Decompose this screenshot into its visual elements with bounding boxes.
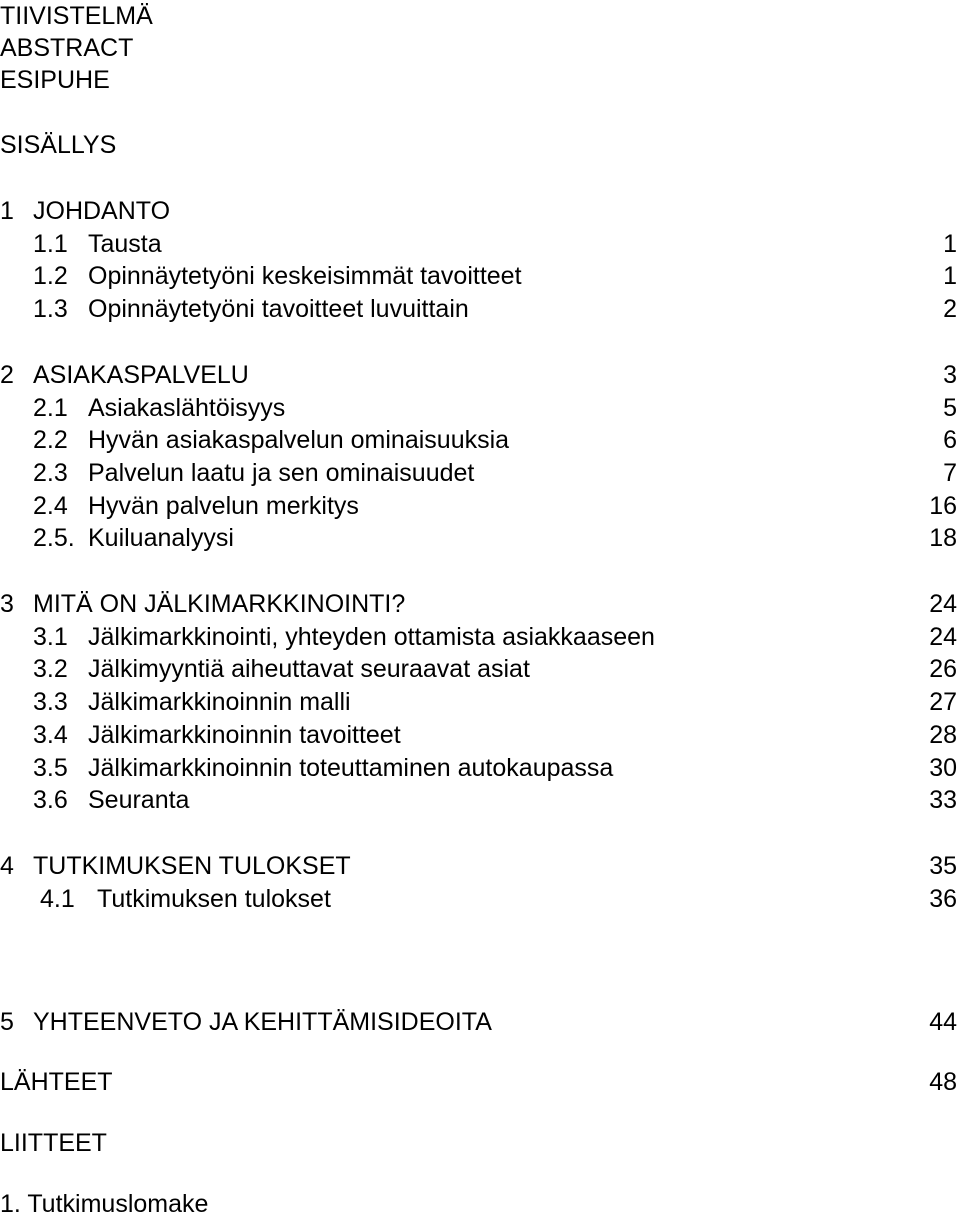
toc-appendix-1 bbox=[0, 1188, 957, 1220]
toc-entry bbox=[0, 784, 957, 816]
entry-page: 1 bbox=[943, 262, 957, 290]
toc-entry bbox=[0, 457, 957, 489]
chapter-page: 3 bbox=[943, 361, 957, 389]
chapter-page: 44 bbox=[929, 1008, 957, 1036]
entry-title: Palvelun laatu ja sen ominaisuudet bbox=[88, 459, 475, 487]
entry-title: Hyvän palvelun merkitys bbox=[88, 492, 359, 520]
chapter-number: 1 bbox=[0, 197, 14, 225]
chapter-page: 35 bbox=[929, 852, 957, 880]
entry-title: Tutkimuksen tulokset bbox=[97, 885, 331, 913]
toc-entry bbox=[0, 719, 957, 751]
chapter-title: JOHDANTO bbox=[33, 197, 171, 225]
front-matter-abstract bbox=[0, 32, 957, 64]
front-matter-tiivistelma bbox=[0, 0, 957, 32]
toc-entry bbox=[0, 424, 957, 456]
toc-entry bbox=[0, 392, 957, 424]
chapter-title: MITÄ ON JÄLKIMARKKINOINTI? bbox=[33, 590, 406, 618]
toc-entry bbox=[0, 228, 957, 260]
heading-text: SISÄLLYS bbox=[0, 131, 117, 159]
entry-page: 16 bbox=[929, 492, 957, 520]
entry-number: 1.3 bbox=[33, 295, 68, 323]
entry-page: 26 bbox=[929, 655, 957, 683]
toc-chapter-4 bbox=[0, 850, 957, 882]
chapter-number: 5 bbox=[0, 1008, 14, 1036]
toc-chapter-2 bbox=[0, 359, 957, 391]
entry-number: 2.3 bbox=[33, 459, 68, 487]
toc-entry bbox=[0, 522, 957, 554]
entry-page: 24 bbox=[929, 623, 957, 651]
entry-number: 3.4 bbox=[33, 721, 68, 749]
entry-number: 2.4 bbox=[33, 492, 68, 520]
entry-title: Hyvän asiakaspalvelun ominaisuuksia bbox=[88, 426, 510, 454]
entry-page: 18 bbox=[929, 524, 957, 552]
entry-page: 33 bbox=[929, 786, 957, 814]
section-title: LIITTEET bbox=[0, 1129, 107, 1157]
entry-number: 3.6 bbox=[33, 786, 68, 814]
toc-entry bbox=[0, 621, 957, 653]
toc-heading bbox=[0, 129, 957, 161]
entry-title: Jälkimarkkinoinnin malli bbox=[88, 688, 351, 716]
entry-page: 28 bbox=[929, 721, 957, 749]
toc-chapter-3 bbox=[0, 588, 957, 620]
entry-page: 30 bbox=[929, 754, 957, 782]
chapter-number: 4 bbox=[0, 852, 14, 880]
entry-title: Jälkimarkkinoinnin toteuttaminen autokaupassa bbox=[88, 754, 614, 782]
toc-liitteet bbox=[0, 1127, 957, 1159]
toc-entry bbox=[0, 293, 957, 325]
section-title: LÄHTEET bbox=[0, 1068, 113, 1096]
front-matter-esipuhe bbox=[0, 64, 957, 96]
chapter-page: 24 bbox=[929, 590, 957, 618]
chapter-title: ASIAKASPALVELU bbox=[33, 361, 249, 389]
entry-page: 7 bbox=[943, 459, 957, 487]
entry-title: Opinnäytetyöni keskeisimmät tavoitteet bbox=[88, 262, 522, 290]
chapter-number: 2 bbox=[0, 361, 14, 389]
toc-chapter-5 bbox=[0, 1006, 957, 1038]
entry-page: 36 bbox=[929, 885, 957, 913]
entry-number: 3.2 bbox=[33, 655, 68, 683]
heading-text: ABSTRACT bbox=[0, 34, 134, 62]
entry-title: Tausta bbox=[88, 230, 162, 258]
heading-text: TIIVISTELMÄ bbox=[0, 2, 153, 30]
entry-title: Seuranta bbox=[88, 786, 190, 814]
heading-text: ESIPUHE bbox=[0, 66, 110, 94]
entry-number: 4.1 bbox=[40, 885, 75, 913]
entry-page: 6 bbox=[943, 426, 957, 454]
entry-title: Asiakaslähtöisyys bbox=[88, 394, 286, 422]
chapter-number: 3 bbox=[0, 590, 14, 618]
entry-number: 1.2 bbox=[33, 262, 68, 290]
entry-title: Jälkimarkkinoinnin tavoitteet bbox=[88, 721, 401, 749]
entry-title: Opinnäytetyöni tavoitteet luvuittain bbox=[88, 295, 469, 323]
toc-entry bbox=[0, 490, 957, 522]
toc-lahteet bbox=[0, 1066, 957, 1098]
entry-number: 1.1 bbox=[33, 230, 68, 258]
entry-number: 3.1 bbox=[33, 623, 68, 651]
entry-page: 1 bbox=[943, 230, 957, 258]
section-page: 48 bbox=[929, 1068, 957, 1096]
toc-chapter-1 bbox=[0, 195, 957, 227]
entry-title: Jälkimarkkinointi, yhteyden ottamista asiakkaaseen bbox=[88, 623, 655, 651]
entry-number: 2.1 bbox=[33, 394, 68, 422]
entry-page: 5 bbox=[943, 394, 957, 422]
entry-number: 3.5 bbox=[33, 754, 68, 782]
entry-number: 2.2 bbox=[33, 426, 68, 454]
chapter-title: TUTKIMUKSEN TULOKSET bbox=[33, 852, 351, 880]
toc-entry bbox=[0, 752, 957, 784]
entry-page: 2 bbox=[943, 295, 957, 323]
entry-title: Jälkimyyntiä aiheuttavat seuraavat asiat bbox=[88, 655, 530, 683]
entry-title: Kuiluanalyysi bbox=[88, 524, 234, 552]
appendix-title: 1. Tutkimuslomake bbox=[0, 1190, 209, 1218]
entry-page: 27 bbox=[929, 688, 957, 716]
toc-entry bbox=[0, 686, 957, 718]
chapter-title: YHTEENVETO JA KEHITTÄMISIDEOITA bbox=[33, 1008, 492, 1036]
toc-entry bbox=[0, 260, 957, 292]
toc-entry bbox=[0, 653, 957, 685]
toc-entry bbox=[0, 883, 957, 915]
entry-number: 3.3 bbox=[33, 688, 68, 716]
entry-number: 2.5. bbox=[33, 524, 75, 552]
